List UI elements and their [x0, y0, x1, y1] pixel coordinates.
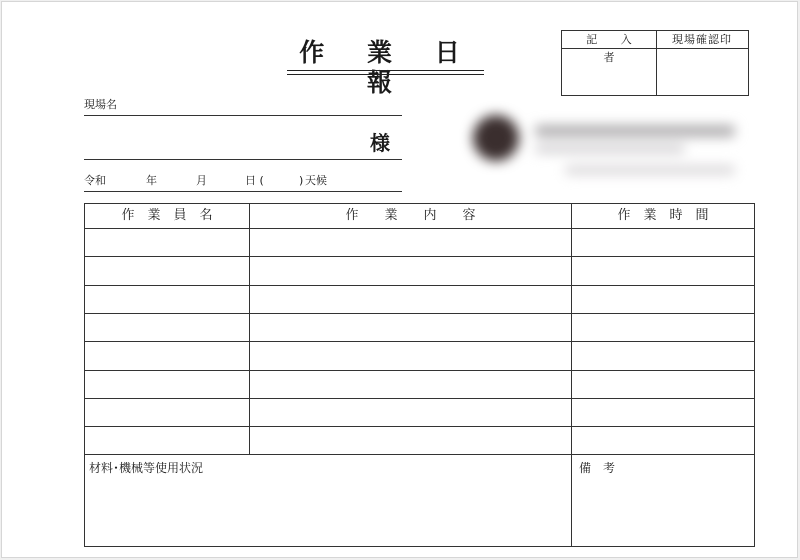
remarks-field[interactable] [572, 477, 754, 545]
materials-field[interactable] [85, 477, 570, 545]
era-label: 令和 [84, 174, 106, 187]
site-name-field[interactable] [84, 114, 402, 158]
honorific: 様 [370, 131, 390, 155]
row-rule [85, 285, 754, 286]
writer-label: 記 入 者 [562, 31, 656, 49]
year-label: 年 [146, 174, 157, 187]
company-logo [455, 103, 755, 199]
header-rule [85, 228, 754, 229]
site-name-label: 現場名 [84, 98, 117, 111]
day-label: 日 ( [245, 174, 264, 187]
site-check-stamp-field[interactable] [657, 49, 748, 95]
row-rule [85, 370, 754, 371]
client-name-line [84, 159, 402, 160]
site-check-label: 現場確認印 [656, 31, 748, 49]
daily-report-sheet [1, 1, 798, 558]
document-title: 作 業 日 報 [299, 38, 477, 97]
row-rule [85, 341, 754, 342]
date-line [84, 191, 402, 192]
month-label: 月 [196, 174, 207, 187]
row-rule [85, 256, 754, 257]
site-name-line [84, 115, 402, 116]
title-underline-top [287, 70, 484, 71]
row-rule [85, 313, 754, 314]
table-footer-rule [85, 454, 754, 455]
writer-stamp-field[interactable] [562, 49, 656, 95]
row-rule [85, 398, 754, 399]
header-worker-name: 作 業 員 名 [121, 208, 213, 223]
header-work-hours: 作 業 時 間 [617, 208, 709, 223]
header-work-content: 作 業 内 容 [345, 208, 476, 223]
weather-label: 天候 [305, 174, 327, 187]
work-table [84, 203, 755, 547]
stamp-box [561, 30, 749, 96]
remarks-label: 備 考 [579, 461, 616, 475]
materials-label: 材料･機械等使用状況 [89, 461, 204, 475]
paren-close: ) [299, 174, 304, 187]
col-divider-1 [249, 204, 250, 454]
logo-mark-icon [473, 115, 519, 161]
row-rule [85, 426, 754, 427]
title-underline-bottom [287, 74, 484, 75]
